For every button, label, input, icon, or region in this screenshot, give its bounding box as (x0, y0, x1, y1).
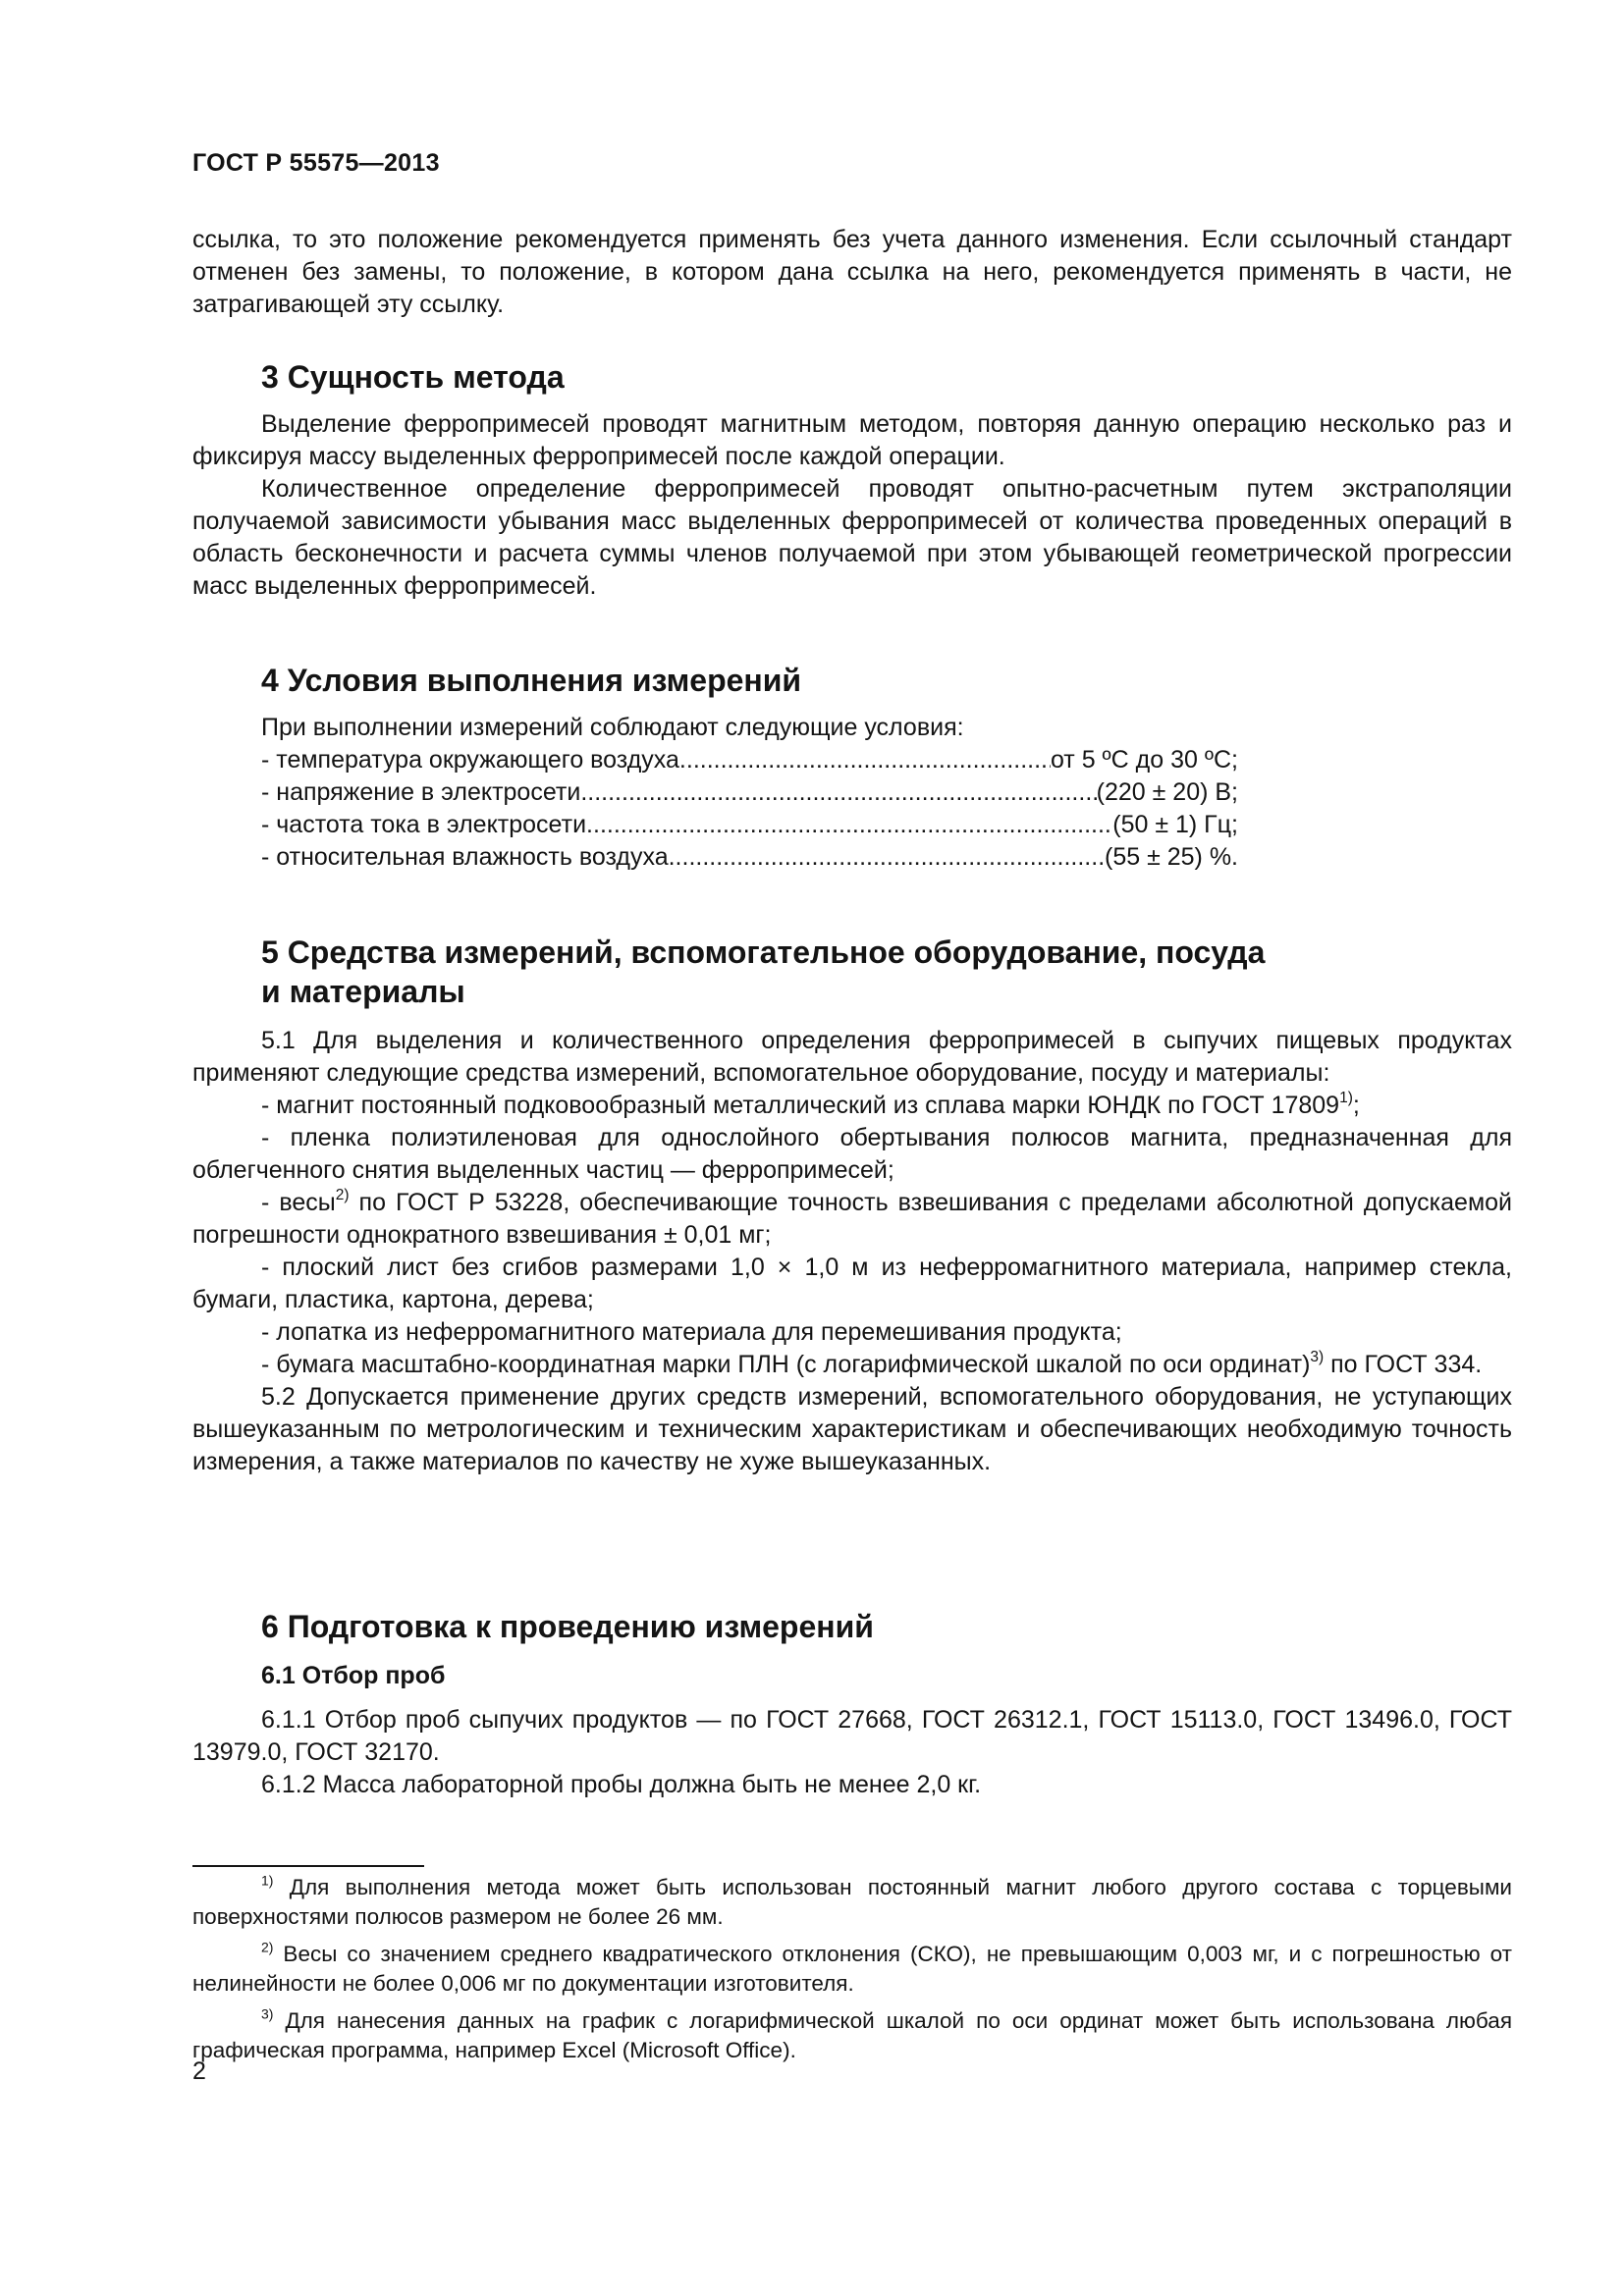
footnote-1: $^{1)}$ Для выполнения метода может быть использован постоянный магнит любого другого состава с торцевыми поверхностями полюсов размером не более 26 мм. (192, 1872, 1512, 1929)
section-6 (192, 1607, 1512, 1801)
section-3-paragraph-1: Выделение ферропримесей проводят магнитным методом, повторяя данную операцию несколько раз и фиксируя массу выделенных ферропримесей после каждой операции. (192, 410, 1512, 470)
footnote-separator (192, 1865, 424, 1867)
section-3 (192, 357, 1512, 603)
item-film: - пленка полиэтиленовая для однослойного обертывания полюсов магнита, предназначенная для облегченного снятия выделенных частиц — ферропримесей; (192, 1124, 1512, 1184)
condition-temperature: - температура окружающего воздуха ..... от 5 ºС до 30 ºС; (261, 744, 1238, 776)
clause-5-1: 5.1 Для выделения и количественного определения ферропримесей в сыпучих пищевых продуктах применяют следующие средства измерений, вспомогательное оборудование, посуду и материалы: (192, 1027, 1512, 1087)
section-3-paragraph-2: Количественное определение ферропримесей проводят опытно-расчетным путем экстраполяции получаемой зависимости убывания масс выделенных ферропримесей от количества проведенных операций в область бесконечности и расчета суммы членов получаемой при этом убывающей геометрической прогрессии масс выделенных ферропримесей. (192, 475, 1512, 600)
intro-paragraph (192, 224, 1512, 321)
footnote-3: $^{3)}$ Для нанесения данных на график с логарифмической шкалой по оси ординат может быть использована любая графическая программа, например Excel (Microsoft Office). (192, 2005, 1512, 2062)
subsection-6-1-title: 6.1 Отбор проб (261, 1662, 446, 1689)
clause-6-1-2: 6.1.2 Масса лабораторной пробы должна быть не менее 2,0 кг. (261, 1771, 982, 1798)
conditions-list (192, 744, 1512, 874)
condition-voltage: - напряжение в электросети ..... (220 ± 20) В; (261, 776, 1238, 809)
section-4-title: 4 Условия выполнения измерений (261, 663, 802, 698)
page-number: 2 (192, 2057, 206, 2085)
item-spatula: - лопатка из неферромагнитного материала для перемешивания продукта; (261, 1318, 1122, 1346)
item-sheet: - плоский лист без сгибов размерами 1,0 × 1,0 м из неферромагнитного материала, например стекла, бумаги, пластика, картона, дерева; (192, 1254, 1512, 1313)
section-4 (192, 661, 1512, 874)
section-3-title: 3 Сущность метода (261, 359, 565, 395)
item-paper: - бумага масштабно-координатная марки ПЛН (с логарифмической шкалой по оси ординат)$^{3)}$ по ГОСТ 334. (261, 1349, 1483, 1378)
section-5-title: 5 Средства измерений, вспомогательное оборудование, посуда и материалы (261, 934, 1266, 1009)
item-scales: - весы$^{2)}$ по ГОСТ Р 53228, обеспечивающие точность взвешивания с пределами абсолютной допускаемой погрешности однократного взвешивания ± 0,01 мг; (192, 1187, 1512, 1249)
clause-6-1-1: 6.1.1 Отбор проб сыпучих продуктов — по ГОСТ 27668, ГОСТ 26312.1, ГОСТ 15113.0, ГОСТ 13496.0, ГОСТ 13979.0, ГОСТ 32170. (192, 1706, 1512, 1766)
intro-text: ссылка, то это положение рекомендуется применять без учета данного изменения. Если ссылочный стандарт отменен без замены, то положение, в котором дана ссылка на него, рекомендуется применять в части, не затрагивающей эту ссылку. (192, 226, 1512, 318)
section-6-title: 6 Подготовка к проведению измерений (261, 1609, 874, 1644)
section-4-lead: При выполнении измерений соблюдают следующие условия: (261, 714, 964, 741)
section-5 (192, 933, 1512, 1478)
footnote-2: $^{2)}$ Весы со значением среднего квадратического отклонения (СКО), не превышающим 0,003 мг, и с погрешностью от нелинейности не более 0,006 мг по документации изготовителя. (192, 1939, 1512, 1996)
document-code-header: ГОСТ Р 55575—2013 (192, 149, 440, 177)
condition-frequency: - частота тока в электросети ..... (50 ± 1) Гц; (261, 809, 1238, 841)
item-magnet: - магнит постоянный подковообразный металлический из сплава марки ЮНДК по ГОСТ 17809$^{1)}$; (261, 1090, 1360, 1119)
clause-5-2: 5.2 Допускается применение других средств измерений, вспомогательного оборудования, не уступающих вышеуказанным по метрологическим и техническим характеристикам и обеспечивающих необходимую точность измерения, а также материалов по качеству не хуже вышеуказанных. (192, 1383, 1512, 1475)
condition-humidity: - относительная влажность воздуха ..... (55 ± 25) %. (261, 841, 1238, 874)
